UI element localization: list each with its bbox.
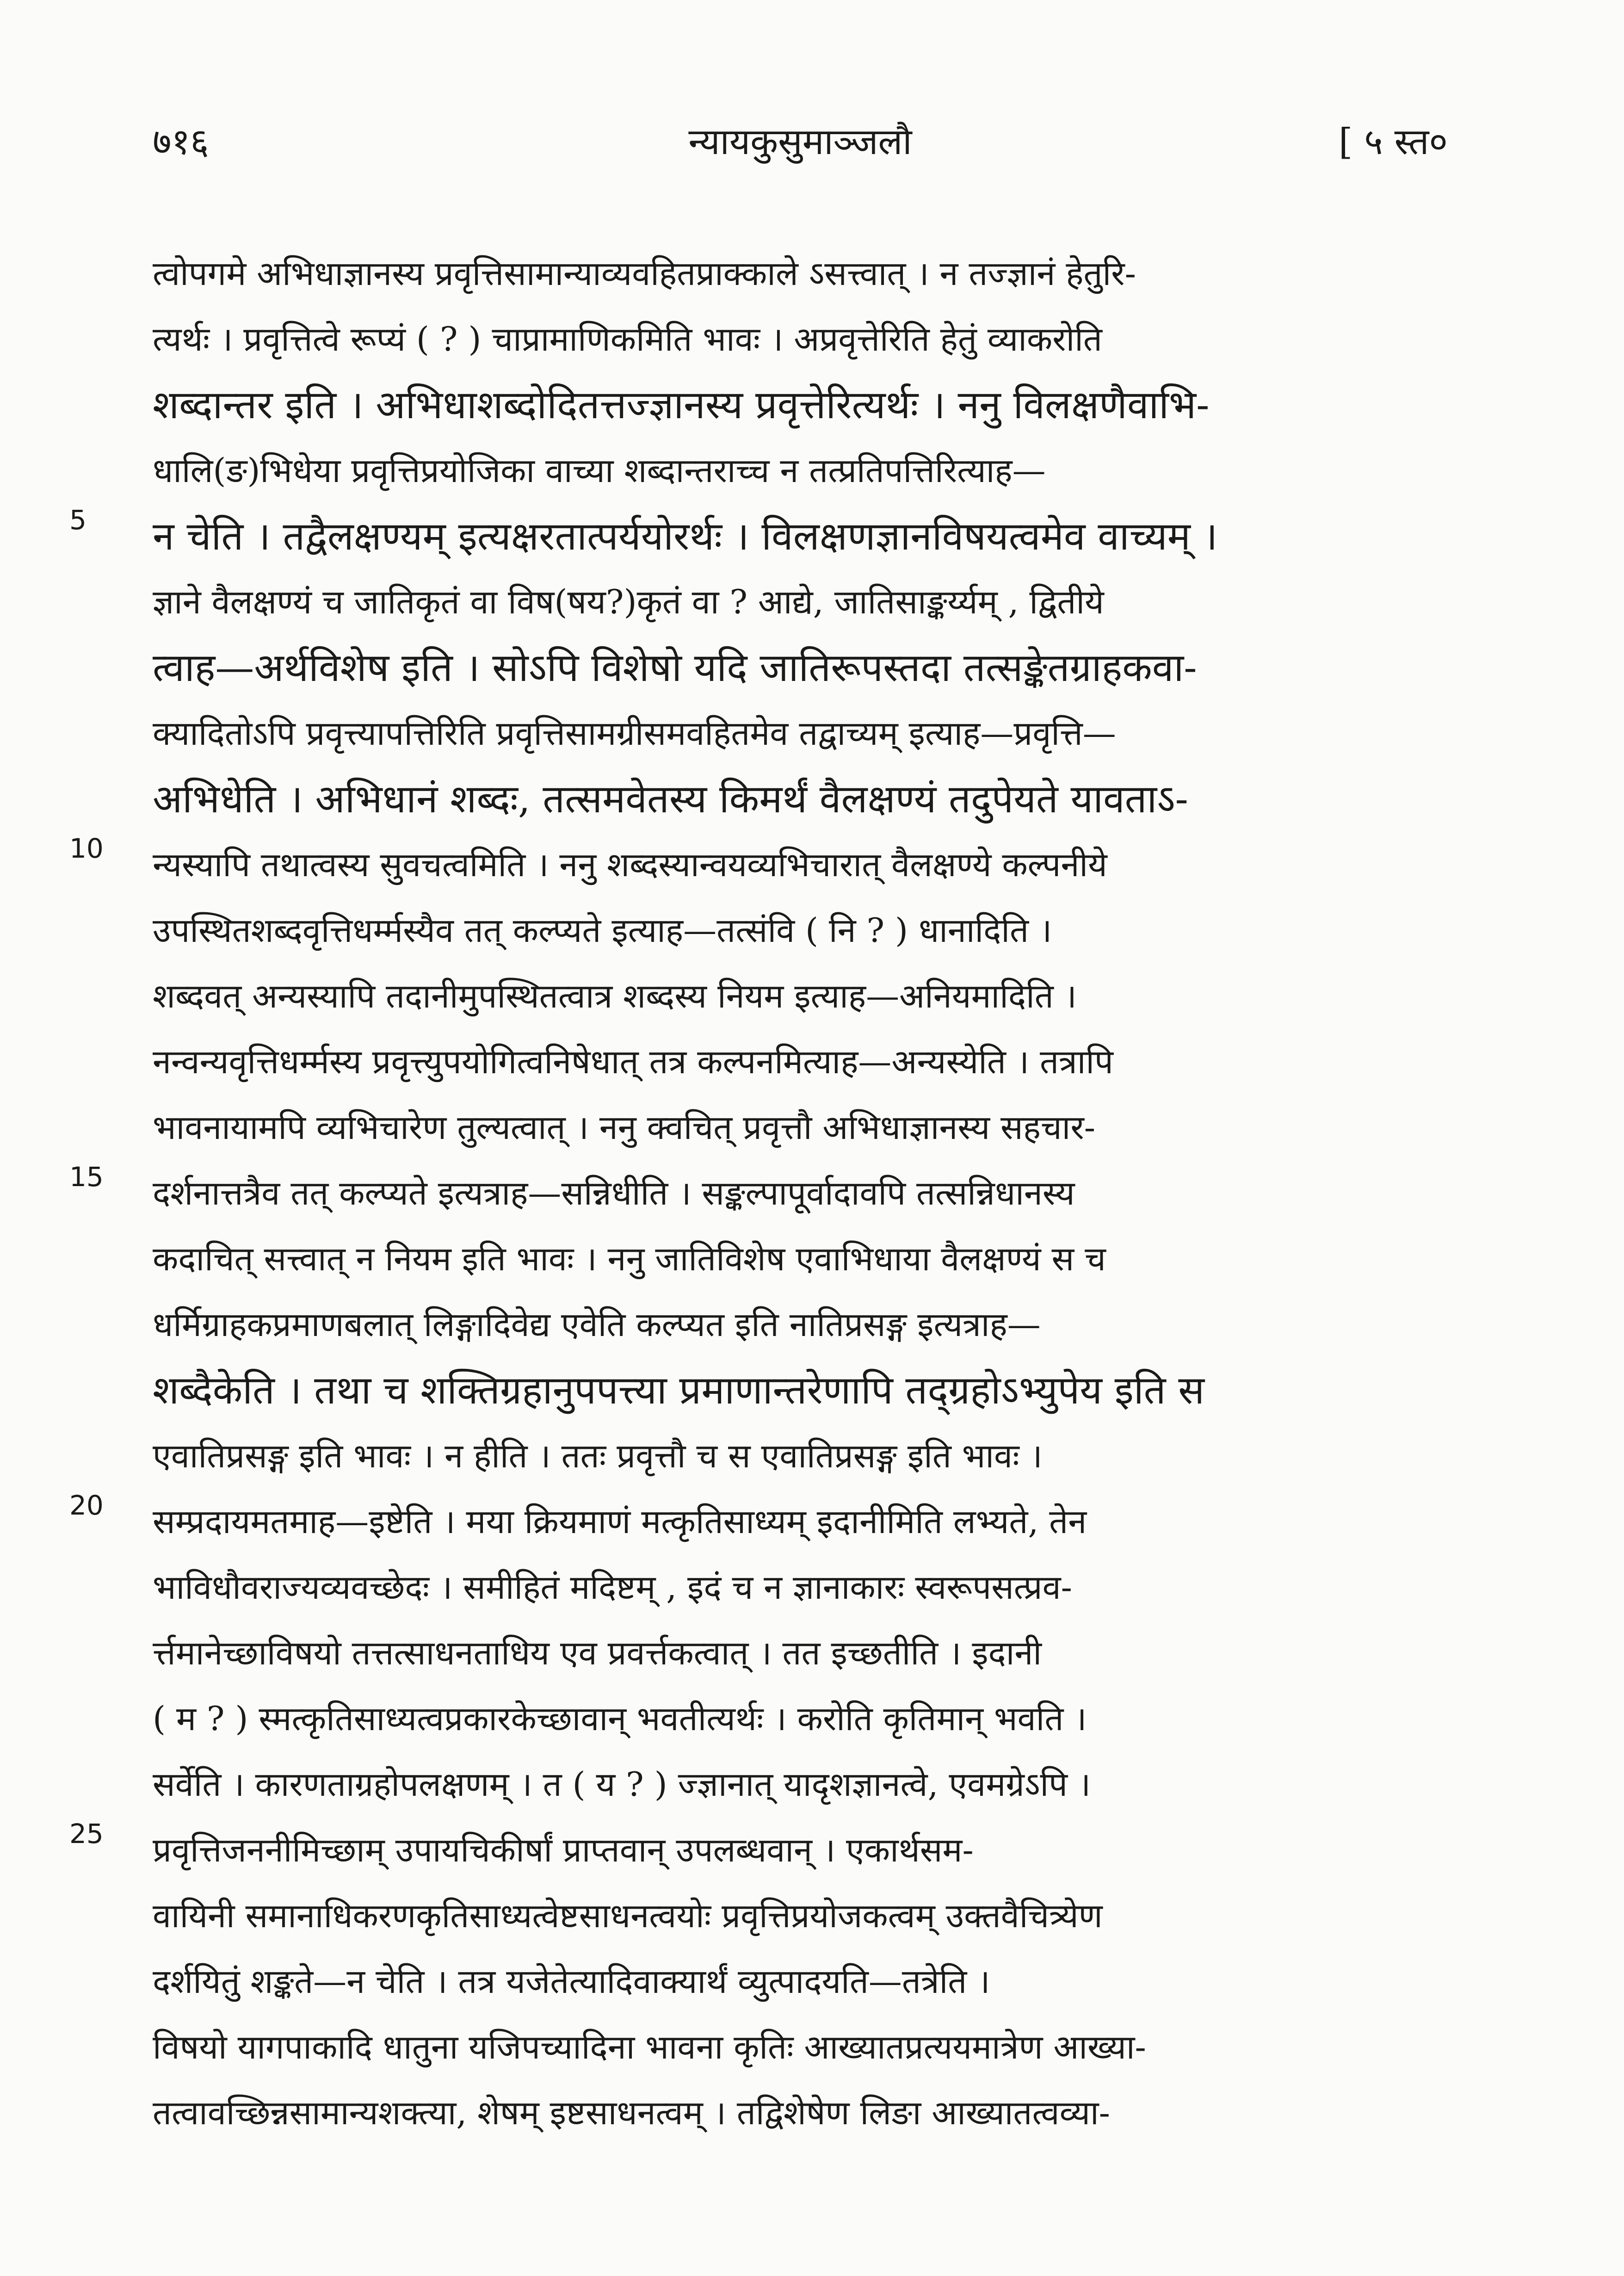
text-line: न चेति । तद्वैलक्षण्यम् इत्यक्षरतात्पर्ययोरर्थः । विलक्षणज्ञानविषयत्वमेव वाच्यम् ।: [153, 513, 1218, 559]
text-line: न्यस्यापि तथात्वस्य सुवचत्वमिति । ननु शब्दस्यान्वयव्यभिचारात् वैलक्षण्ये कल्पनीये: [153, 845, 1107, 884]
line-number: 5: [69, 504, 86, 536]
line-number: 15: [69, 1161, 104, 1193]
section-marker: [ ५ स्त०: [1339, 121, 1448, 163]
page-number: ७१६: [153, 121, 209, 163]
text-line: वायिनी समानाधिकरणकृतिसाध्यत्वेष्टसाधनत्वयोः प्रवृत्तिप्रयोजकत्वम् उक्तवैचित्र्येण: [153, 1896, 1103, 1935]
commentary-text: [153, 241, 1466, 2146]
text-line: धालि(ङ)भिधेया प्रवृत्तिप्रयोजिका वाच्या शब्दान्तराच्च न तत्प्रतिपत्तिरित्याह—: [153, 451, 1046, 490]
page-header: [153, 116, 1448, 176]
text-line: शब्दवत् अन्यस्यापि तदानीमुपस्थितत्वात्र शब्दस्य नियम इत्याह—अनियमादिति ।: [153, 977, 1077, 1015]
text-line: विषयो यागपाकादि धातुना यजिपच्यादिना भावना कृतिः आख्यातप्रत्ययमात्रेण आख्या-: [153, 2028, 1146, 2066]
text-line: प्रवृत्तिजननीमिच्छाम् उपायचिकीर्षां प्राप्तवान् उपलब्धवान् । एकार्थसम-: [153, 1831, 974, 1869]
text-line: दर्शनात्तत्रैव तत् कल्प्यते इत्यत्राह—सन्निधीति । सङ्कल्पापूर्वादावपि तत्सन्निधानस्य: [153, 1174, 1075, 1212]
text-line: त्वोपगमे अभिधाज्ञानस्य प्रवृत्तिसामान्याव्यवहितप्राक्काले ऽसत्त्वात् । न तज्ज्ञानं हेतुरि-: [153, 254, 1136, 293]
line-number: 20: [69, 1490, 104, 1521]
text-line: र्त्तमानेच्छाविषयो तत्तत्साधनताधिय एव प्रवर्त्तकत्वात् । तत इच्छतीति । इदानी: [153, 1633, 1042, 1672]
text-line: ज्ञाने वैलक्षण्यं च जातिकृतं वा विष(षय?)कृतं वा ? आद्ये, जातिसाङ्कर्य्यम् , द्वितीये: [153, 582, 1104, 621]
text-line: त्यर्थः । प्रवृत्तित्वे रूप्यं ( ? ) चाप्रामाणिकमिति भावः । अप्रवृत्तेरिति हेतुं व्याकरोति: [153, 320, 1102, 359]
text-line: एवातिप्रसङ्ग इति भावः । न हीति । ततः प्रवृत्तौ च स एवातिप्रसङ्ग इति भावः ।: [153, 1436, 1043, 1475]
line-number: 10: [69, 833, 104, 864]
text-line: शब्दैकेति । तथा च शक्तिग्रहानुपपत्त्या प्रमाणान्तरेणापि तद्ग्रहोऽभ्युपेय इति स: [153, 1367, 1205, 1413]
text-line: शब्दान्तर इति । अभिधाशब्दोदितत्तज्ज्ञानस्य प्रवृत्तेरित्यर्थः । ननु विलक्षणैवाभि-: [153, 382, 1210, 427]
text-line: नन्वन्यवृत्तिधर्म्मस्य प्रवृत्त्युपयोगित्वनिषेधात् तत्र कल्पनमित्याह—अन्यस्येति । तत्रापि: [153, 1042, 1113, 1081]
text-line: उपस्थितशब्दवृत्तिधर्म्मस्यैव तत् कल्प्यते इत्याह—तत्संवि ( नि ? ) धानादिति ।: [153, 911, 1052, 950]
line-number: 25: [69, 1818, 104, 1849]
text-line: क्यादितोऽपि प्रवृत्त्यापत्तिरिति प्रवृत्तिसामग्रीसमवहितमेव तद्वाच्यम् इत्याह—प्रवृत्ति—: [153, 714, 1116, 753]
text-line: ( म ? ) स्मत्कृतिसाध्यत्वप्रकारकेच्छावान् भवतीत्यर्थः । करोति कृतिमान् भवति ।: [153, 1699, 1087, 1738]
running-title: न्यायकुसुमाञ्जलौ: [688, 121, 912, 163]
text-line: सम्प्रदायमतमाह—इष्टेति । मया क्रियमाणं मत्कृतिसाध्यम् इदानीमिति लभ्यते, तेन: [153, 1502, 1087, 1541]
text-line: भावनायामपि व्यभिचारेण तुल्यत्वात् । ननु क्वचित् प्रवृत्तौ अभिधाज्ञानस्य सहचार-: [153, 1108, 1096, 1147]
text-line: भाविधौवराज्यव्यवच्छेदः । समीहितं मदिष्टम् , इदं च न ज्ञानाकारः स्वरूपसत्प्रव-: [153, 1568, 1072, 1607]
text-line: सर्वेति । कारणताग्रहोपलक्षणम् । त ( य ? ) ज्ज्ञानात् यादृशज्ञानत्वे, एवमग्रेऽपि ।: [153, 1765, 1091, 1804]
text-line: तत्वावच्छिन्नसामान्यशक्त्या, शेषम् इष्टसाधनत्वम् । तद्विशेषेण लिङा आख्यातत्वव्या-: [153, 2093, 1110, 2132]
text-line: त्वाह—अर्थविशेष इति । सोऽपि विशेषो यदि जातिरूपस्तदा तत्सङ्केतग्राहकवा-: [153, 645, 1197, 690]
text-line: दर्शयितुं शङ्कते—न चेति । तत्र यजेतेत्यादिवाक्यार्थं व्युत्पादयति—तत्रेति ।: [153, 1962, 990, 2001]
text-line: अभिधेति । अभिधानं शब्दः, तत्समवेतस्य किमर्थं वैलक्षण्यं तदुपेयते यावताऽ-: [153, 776, 1188, 822]
text-line: धर्मिग्राहकप्रमाणबलात् लिङ्गादिवेद्य एवेति कल्प्यत इति नातिप्रसङ्ग इत्यत्राह—: [153, 1305, 1041, 1344]
text-line: कदाचित् सत्त्वात् न नियम इति भावः । ननु जातिविशेष एवाभिधाया वैलक्षण्यं स च: [153, 1239, 1106, 1278]
